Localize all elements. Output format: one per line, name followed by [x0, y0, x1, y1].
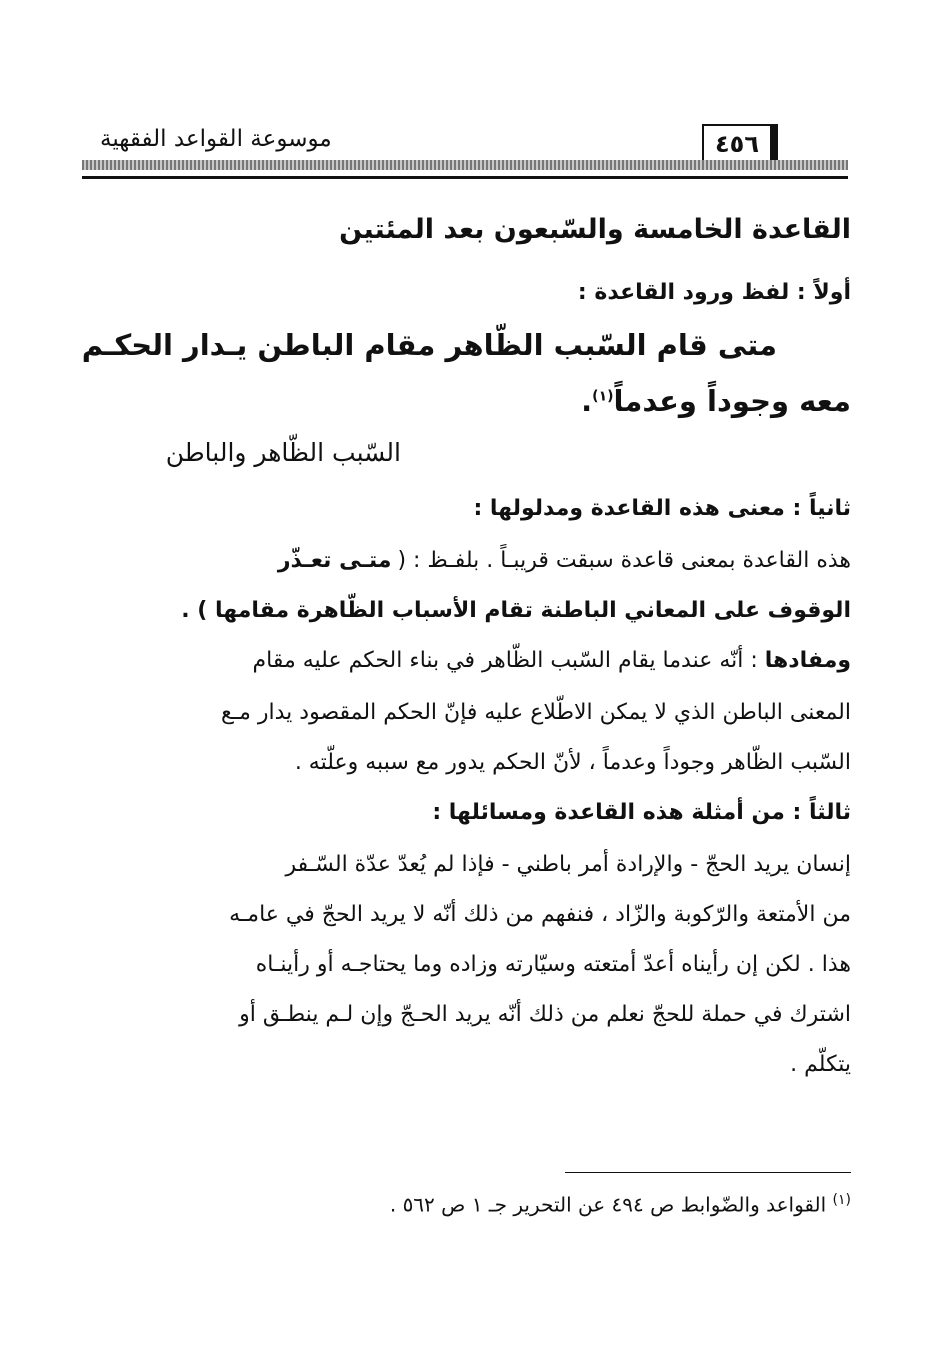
footnote-marker[interactable]: (١): [592, 388, 614, 405]
footnote-rule: [565, 1172, 851, 1173]
page-number-box: [702, 124, 778, 164]
header-rule-textured: [82, 160, 848, 170]
example-line-5: يتكلّم .: [790, 1052, 851, 1077]
paragraph-2-line-1: [253, 648, 852, 674]
rule-text-line-1: متى قام السّبب الظّاهر مقام الباطن يـدار الحكـم: [81, 328, 777, 362]
rule-text-line-2-text: معه وجوداً وعدماً: [613, 384, 851, 418]
section-heading: القاعدة الخامسة والسّبعون بعد المئتين: [339, 214, 851, 245]
footnote-number: (١): [832, 1192, 851, 1208]
rule-text-end: .: [581, 384, 593, 418]
rule-text-line-2: [581, 384, 851, 419]
paragraph-1-line-2: الوقوف على المعاني الباطنة تقام الأسباب الظّاهرة مقامها ) .: [181, 598, 851, 623]
example-line-3: هذا . لكن إن رأيناه أعدّ أمتعته وسيّارته وزاده وما يحتاجـه أو رأينـاه: [255, 952, 851, 977]
section-label-2: ثانياً : معنى هذه القاعدة ومدلولها :: [473, 496, 851, 521]
footnote: [390, 1192, 851, 1217]
example-line-4: اشترك في حملة للحجّ نعلم من ذلك أنّه يريد الحـجّ وإن لـم ينطـق أو: [239, 1002, 851, 1027]
running-title: موسوعة القواعد الفقهية: [100, 126, 332, 152]
paragraph-2-line-1-text: : أنّه عندما يقام السّبب الظّاهر في بناء الحكم عليه مقام: [252, 648, 765, 673]
example-line-1: إنسان يريد الحجّ - والإرادة أمر باطني - فإذا لم يُعدّ عدّة السّـفر: [285, 852, 851, 877]
subtitle: السّبب الظّاهر والباطن: [165, 438, 401, 467]
paragraph-2-label: ومفادها: [764, 648, 851, 673]
section-label-3: ثالثاً : من أمثلة هذه القاعدة ومسائلها :: [432, 800, 851, 825]
section-label-1: أولاً : لفظ ورود القاعدة :: [577, 280, 851, 305]
paragraph-2-line-2: المعنى الباطن الذي لا يمكن الاطّلاع عليه فإنّ الحكم المقصود يدار مـع: [220, 700, 851, 725]
page-number: ٤٥٦: [715, 130, 759, 158]
paragraph-1-line-1-bold: متـى تعـذّر: [277, 548, 392, 573]
paragraph-2-line-3: السّبب الظّاهر وجوداً وعدماً ، لأنّ الحكم يدور مع سببه وعلّته .: [294, 750, 851, 775]
example-line-2: من الأمتعة والرّكوبة والزّاد ، فنفهم من ذلك أنّه لا يريد الحجّ في عامـه: [229, 902, 851, 927]
header-rule: [82, 176, 848, 179]
footnote-text: القواعد والضّوابط ص ٤٩٤ عن التحرير جـ ١ ص ٥٦٢ .: [389, 1192, 827, 1217]
paragraph-1-line-1: [278, 548, 851, 574]
paragraph-1-line-1-plain: هذه القاعدة بمعنى قاعدة سبقت قريبـاً . بلفـظ : (: [397, 548, 851, 573]
